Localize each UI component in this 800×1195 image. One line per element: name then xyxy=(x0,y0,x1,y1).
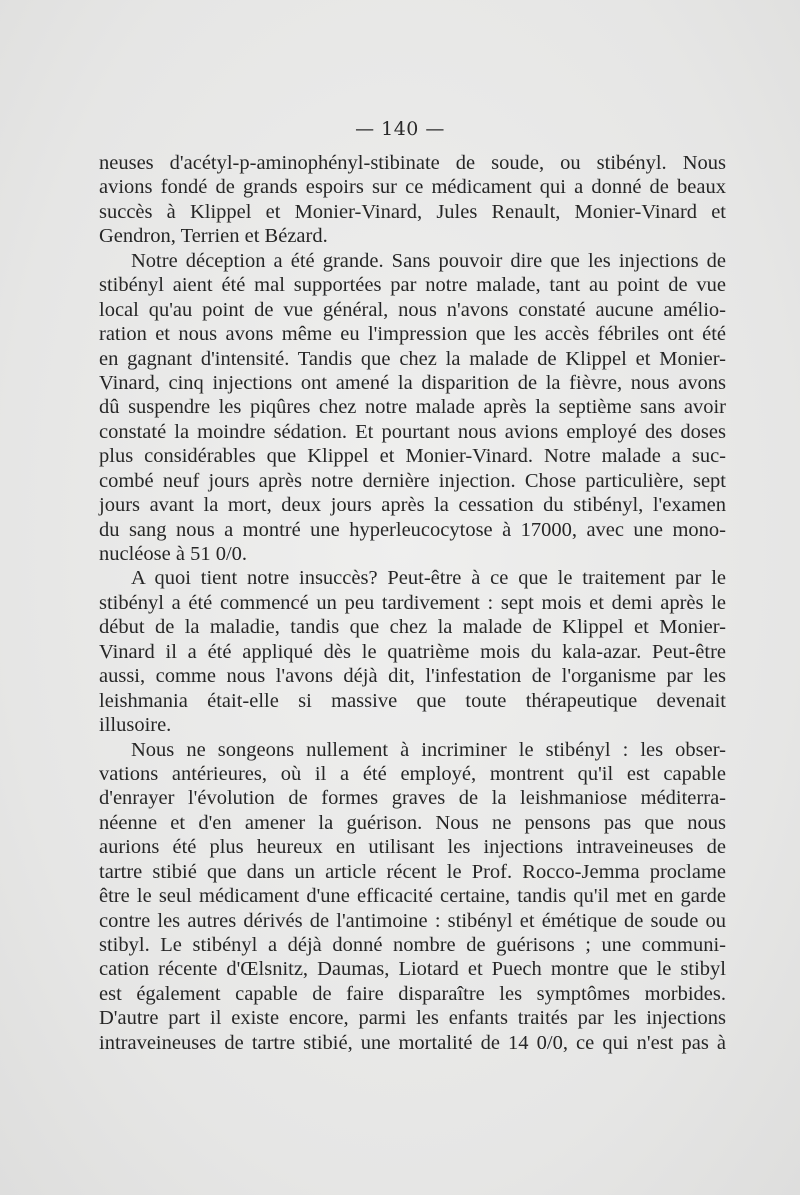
text-line: aurions été plus heureux en utilisant les injections intraveineuses de xyxy=(99,836,726,859)
text-line: ration et nous avons même eu l'impression que les accès fébriles ont été xyxy=(99,323,726,346)
text-line: du sang nous a montré une hyperleucocytose à 17000, avec une mono- xyxy=(99,518,726,541)
text-line: être le seul médicament d'une efficacité certaine, tandis qu'il met en garde xyxy=(99,885,726,908)
text-line: néenne et d'en amener la guérison. Nous ne pensons pas que nous xyxy=(99,811,726,834)
text-line: d'enrayer l'évolution de formes graves de la leishmaniose méditerra- xyxy=(99,787,726,810)
text-line: constaté la moindre sédation. Et pourtant nous avions employé des doses xyxy=(99,420,726,443)
text-line: D'autre part il existe encore, parmi les enfants traités par les injections xyxy=(99,1007,726,1030)
text-line: leishmania était-elle si massive que toute thérapeutique devenait xyxy=(99,689,726,712)
body-text xyxy=(99,151,726,1055)
text-line: dû suspendre les piqûres chez notre malade après la septième sans avoir xyxy=(99,396,726,419)
text-line: succès à Klippel et Monier-Vinard, Jules Renault, Monier-Vinard et xyxy=(99,200,726,223)
text-line: aussi, comme nous l'avons déjà dit, l'infestation de l'organisme par les xyxy=(99,665,726,688)
text-line: illusoire. xyxy=(99,714,172,737)
text-line: avions fondé de grands espoirs sur ce médicament qui a donné de beaux xyxy=(99,176,726,199)
text-line: Vinard, cinq injections ont amené la disparition de la fièvre, nous avons xyxy=(99,371,726,394)
text-line: neuses d'acétyl-p-aminophényl-stibinate de soude, ou stibényl. Nous xyxy=(99,152,726,174)
text-line: Vinard il a été appliqué dès le quatrième mois du kala-azar. Peut-être xyxy=(99,640,726,663)
text-line: en gagnant d'intensité. Tandis que chez la malade de Klippel et Monier- xyxy=(99,347,726,370)
text-line: vations antérieures, où il a été employé, montrent qu'il est capable xyxy=(99,762,726,785)
text-line: tartre stibié que dans un article récent le Prof. Rocco-Jemma proclame xyxy=(99,860,726,883)
text-line: Notre déception a été grande. Sans pouvoir dire que les injections de xyxy=(131,249,726,272)
text-line: est également capable de faire disparaître les symptômes morbides. xyxy=(99,982,726,1005)
text-line: intraveineuses de tartre stibié, une mortalité de 14 0/0, ce qui n'est pas à xyxy=(99,1031,726,1054)
text-line: début de la maladie, tandis que chez la malade de Klippel et Monier- xyxy=(99,616,726,639)
text-line: local qu'au point de vue général, nous n'avons constaté aucune amélio- xyxy=(99,298,726,321)
text-line: nucléose à 51 0/0. xyxy=(99,543,248,565)
text-line: plus considérables que Klippel et Monier-Vinard. Notre malade a suc- xyxy=(99,445,726,468)
text-line: Nous ne songeons nullement à incriminer le stibényl : les obser- xyxy=(131,738,726,761)
text-line: cation récente d'Œlsnitz, Daumas, Liotard et Puech montre que le stibyl xyxy=(99,958,726,981)
text-line: stibényl a été commencé un peu tardivement : sept mois et demi après le xyxy=(99,591,726,614)
text-line: A quoi tient notre insuccès? Peut-être à ce que le traitement par le xyxy=(131,567,726,590)
text-line: stibényl aient été mal supportées par notre malade, tant au point de vue xyxy=(99,274,726,297)
text-line: Gendron, Terrien et Bézard. xyxy=(99,225,328,248)
text-line: jours avant la mort, deux jours après la cessation du stibényl, l'examen xyxy=(99,494,726,517)
text-line: combé neuf jours après notre dernière injection. Chose particulière, sept xyxy=(99,469,726,492)
page-number: — 140 — xyxy=(355,118,445,140)
text-line: stibyl. Le stibényl a déjà donné nombre de guérisons ; une communi- xyxy=(99,934,726,956)
text-line: contre les autres dérivés de l'antimoine : stibényl et émétique de soude ou xyxy=(99,909,726,932)
